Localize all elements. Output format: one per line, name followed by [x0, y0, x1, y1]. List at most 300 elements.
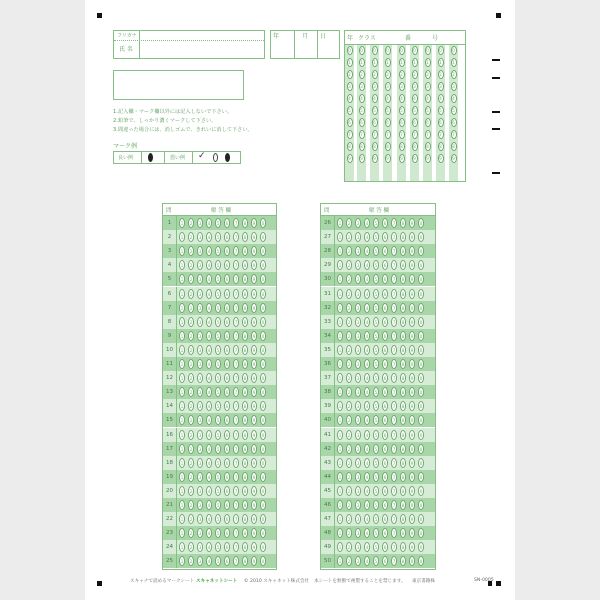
id-digit-bubble[interactable]: 2: [413, 72, 416, 77]
id-digit-bubble[interactable]: 1: [360, 60, 363, 65]
answer-bubble[interactable]: 8: [242, 303, 248, 313]
answer-bubble[interactable]: 9: [251, 232, 257, 242]
answer-bubble[interactable]: 7: [233, 472, 239, 482]
answer-bubble[interactable]: 3: [197, 458, 203, 468]
id-digit-bubble[interactable]: 8: [413, 144, 416, 149]
answer-bubble[interactable]: 6: [382, 444, 388, 454]
answer-bubble[interactable]: 2: [188, 359, 194, 369]
answer-bubble[interactable]: 3: [355, 331, 361, 341]
answer-bubble[interactable]: 5: [373, 359, 379, 369]
answer-bubble[interactable]: 8: [242, 472, 248, 482]
answer-bubble[interactable]: 4: [206, 542, 212, 552]
answer-bubble[interactable]: 0: [260, 514, 266, 524]
answer-bubble[interactable]: 6: [224, 472, 230, 482]
answer-bubble[interactable]: 2: [188, 331, 194, 341]
id-digit-bubble[interactable]: 6: [413, 120, 416, 125]
answer-bubble[interactable]: 8: [242, 232, 248, 242]
answer-bubble[interactable]: 3: [355, 387, 361, 397]
answer-bubble[interactable]: 1: [179, 528, 185, 538]
id-digit-bubble[interactable]: 4: [348, 96, 351, 101]
answer-bubble[interactable]: 9: [409, 303, 415, 313]
answer-bubble[interactable]: 3: [355, 274, 361, 284]
id-digit-bubble[interactable]: 4: [360, 96, 363, 101]
answer-bubble[interactable]: 8: [242, 260, 248, 270]
id-digit-bubble[interactable]: 3: [426, 84, 429, 89]
answer-bubble[interactable]: 4: [206, 387, 212, 397]
answer-bubble[interactable]: 5: [373, 373, 379, 383]
answer-bubble[interactable]: 0: [418, 528, 424, 538]
id-digit-bubble[interactable]: 5: [348, 108, 351, 113]
id-digit-bubble[interactable]: 4: [400, 96, 403, 101]
answer-bubble[interactable]: 7: [233, 331, 239, 341]
answer-bubble[interactable]: 2: [346, 289, 352, 299]
answer-bubble[interactable]: 3: [197, 514, 203, 524]
id-digit-bubble[interactable]: 7: [413, 132, 416, 137]
id-digit-bubble[interactable]: 3: [413, 84, 416, 89]
answer-bubble[interactable]: 5: [373, 542, 379, 552]
id-digit-bubble[interactable]: 2: [439, 72, 442, 77]
answer-bubble[interactable]: 8: [400, 458, 406, 468]
answer-bubble[interactable]: 5: [215, 387, 221, 397]
id-digit-bubble[interactable]: 5: [439, 108, 442, 113]
answer-bubble[interactable]: 4: [364, 373, 370, 383]
answer-bubble[interactable]: 7: [391, 514, 397, 524]
answer-bubble[interactable]: 3: [197, 486, 203, 496]
answer-bubble[interactable]: 3: [355, 458, 361, 468]
answer-bubble[interactable]: 9: [409, 246, 415, 256]
answer-bubble[interactable]: 0: [260, 486, 266, 496]
answer-bubble[interactable]: 8: [242, 289, 248, 299]
answer-bubble[interactable]: 5: [215, 246, 221, 256]
answer-bubble[interactable]: 0: [260, 373, 266, 383]
answer-bubble[interactable]: 1: [179, 260, 185, 270]
answer-bubble[interactable]: 0: [260, 289, 266, 299]
answer-bubble[interactable]: 4: [364, 444, 370, 454]
answer-bubble[interactable]: 7: [233, 317, 239, 327]
answer-bubble[interactable]: 0: [260, 274, 266, 284]
answer-bubble[interactable]: 7: [233, 430, 239, 440]
answer-bubble[interactable]: 3: [197, 345, 203, 355]
answer-bubble[interactable]: 5: [215, 415, 221, 425]
answer-bubble[interactable]: 9: [409, 528, 415, 538]
answer-bubble[interactable]: 4: [364, 303, 370, 313]
answer-bubble[interactable]: 6: [382, 458, 388, 468]
answer-bubble[interactable]: 8: [242, 317, 248, 327]
answer-bubble[interactable]: 5: [215, 260, 221, 270]
answer-bubble[interactable]: 2: [188, 528, 194, 538]
answer-bubble[interactable]: 8: [242, 218, 248, 228]
answer-bubble[interactable]: 3: [355, 486, 361, 496]
answer-bubble[interactable]: 4: [206, 359, 212, 369]
id-digit-bubble[interactable]: 5: [360, 108, 363, 113]
id-digit-bubble[interactable]: 6: [426, 120, 429, 125]
answer-bubble[interactable]: 2: [346, 331, 352, 341]
answer-bubble[interactable]: 5: [373, 274, 379, 284]
answer-bubble[interactable]: 5: [373, 430, 379, 440]
answer-bubble[interactable]: 9: [409, 359, 415, 369]
id-digit-bubble[interactable]: 5: [373, 108, 376, 113]
answer-bubble[interactable]: 7: [391, 260, 397, 270]
answer-bubble[interactable]: 9: [251, 289, 257, 299]
answer-bubble[interactable]: 8: [242, 528, 248, 538]
answer-bubble[interactable]: 5: [215, 472, 221, 482]
answer-bubble[interactable]: 8: [400, 218, 406, 228]
id-digit-bubble[interactable]: 9: [452, 156, 455, 161]
answer-bubble[interactable]: 9: [251, 556, 257, 566]
answer-bubble[interactable]: 3: [355, 317, 361, 327]
answer-bubble[interactable]: 9: [251, 542, 257, 552]
id-digit-bubble[interactable]: 2: [400, 72, 403, 77]
answer-bubble[interactable]: 9: [251, 500, 257, 510]
answer-bubble[interactable]: 5: [373, 514, 379, 524]
answer-bubble[interactable]: 5: [215, 232, 221, 242]
answer-bubble[interactable]: 8: [400, 331, 406, 341]
answer-bubble[interactable]: 6: [382, 486, 388, 496]
answer-bubble[interactable]: 5: [215, 486, 221, 496]
answer-bubble[interactable]: 0: [260, 387, 266, 397]
answer-bubble[interactable]: 6: [224, 387, 230, 397]
answer-bubble[interactable]: 4: [206, 514, 212, 524]
id-digit-bubble[interactable]: 3: [373, 84, 376, 89]
id-digit-bubble[interactable]: 7: [426, 132, 429, 137]
answer-bubble[interactable]: 4: [364, 218, 370, 228]
answer-bubble[interactable]: 2: [188, 260, 194, 270]
answer-bubble[interactable]: 1: [179, 401, 185, 411]
id-digit-bubble[interactable]: 2: [452, 72, 455, 77]
answer-bubble[interactable]: 0: [418, 218, 424, 228]
id-digit-bubble[interactable]: 5: [426, 108, 429, 113]
id-digit-bubble[interactable]: 5: [386, 108, 389, 113]
answer-bubble[interactable]: 0: [260, 528, 266, 538]
id-digit-bubble[interactable]: 4: [452, 96, 455, 101]
answer-bubble[interactable]: 8: [400, 401, 406, 411]
answer-bubble[interactable]: 3: [355, 500, 361, 510]
answer-bubble[interactable]: 6: [382, 528, 388, 538]
id-digit-bubble[interactable]: 0: [413, 48, 416, 53]
id-digit-bubble[interactable]: 8: [348, 144, 351, 149]
answer-bubble[interactable]: 1: [337, 528, 343, 538]
answer-bubble[interactable]: 2: [346, 444, 352, 454]
answer-bubble[interactable]: 8: [242, 486, 248, 496]
answer-bubble[interactable]: 2: [346, 415, 352, 425]
answer-bubble[interactable]: 3: [197, 415, 203, 425]
answer-bubble[interactable]: 4: [364, 415, 370, 425]
answer-bubble[interactable]: 7: [233, 274, 239, 284]
answer-bubble[interactable]: 0: [418, 260, 424, 270]
answer-bubble[interactable]: 7: [391, 387, 397, 397]
answer-bubble[interactable]: 9: [251, 472, 257, 482]
id-digit-bubble[interactable]: 6: [373, 120, 376, 125]
answer-bubble[interactable]: 3: [197, 359, 203, 369]
id-digit-bubble[interactable]: 1: [439, 60, 442, 65]
answer-bubble[interactable]: 7: [233, 359, 239, 369]
answer-bubble[interactable]: 5: [215, 359, 221, 369]
answer-bubble[interactable]: 4: [206, 274, 212, 284]
answer-bubble[interactable]: 6: [224, 401, 230, 411]
answer-bubble[interactable]: 6: [382, 387, 388, 397]
answer-bubble[interactable]: 1: [337, 359, 343, 369]
answer-bubble[interactable]: 9: [251, 359, 257, 369]
answer-bubble[interactable]: 9: [251, 373, 257, 383]
answer-bubble[interactable]: 1: [337, 232, 343, 242]
answer-bubble[interactable]: 2: [346, 500, 352, 510]
answer-bubble[interactable]: 5: [373, 317, 379, 327]
answer-bubble[interactable]: 9: [251, 317, 257, 327]
answer-bubble[interactable]: 3: [197, 472, 203, 482]
id-digit-bubble[interactable]: 5: [400, 108, 403, 113]
answer-bubble[interactable]: 7: [233, 458, 239, 468]
answer-bubble[interactable]: 4: [206, 500, 212, 510]
answer-bubble[interactable]: 1: [337, 556, 343, 566]
answer-bubble[interactable]: 1: [179, 331, 185, 341]
answer-bubble[interactable]: 3: [355, 528, 361, 538]
id-digit-bubble[interactable]: 3: [360, 84, 363, 89]
answer-bubble[interactable]: 8: [400, 430, 406, 440]
answer-bubble[interactable]: 4: [364, 486, 370, 496]
id-digit-bubble[interactable]: 6: [439, 120, 442, 125]
answer-bubble[interactable]: 6: [382, 500, 388, 510]
answer-bubble[interactable]: 7: [233, 218, 239, 228]
answer-bubble[interactable]: 6: [224, 500, 230, 510]
answer-bubble[interactable]: 5: [215, 274, 221, 284]
id-digit-bubble[interactable]: 8: [386, 144, 389, 149]
answer-bubble[interactable]: 4: [206, 331, 212, 341]
answer-bubble[interactable]: 8: [400, 444, 406, 454]
answer-bubble[interactable]: 1: [179, 289, 185, 299]
answer-bubble[interactable]: 8: [400, 246, 406, 256]
answer-bubble[interactable]: 2: [346, 274, 352, 284]
answer-bubble[interactable]: 6: [224, 232, 230, 242]
answer-bubble[interactable]: 1: [179, 218, 185, 228]
answer-bubble[interactable]: 6: [382, 345, 388, 355]
answer-bubble[interactable]: 8: [400, 514, 406, 524]
answer-bubble[interactable]: 1: [337, 274, 343, 284]
answer-bubble[interactable]: 3: [197, 430, 203, 440]
answer-bubble[interactable]: 1: [179, 387, 185, 397]
id-digit-bubble[interactable]: 0: [439, 48, 442, 53]
answer-bubble[interactable]: 6: [382, 359, 388, 369]
answer-bubble[interactable]: 8: [400, 289, 406, 299]
answer-bubble[interactable]: 1: [179, 486, 185, 496]
answer-bubble[interactable]: 0: [418, 246, 424, 256]
answer-bubble[interactable]: 6: [224, 345, 230, 355]
answer-bubble[interactable]: 2: [188, 542, 194, 552]
answer-bubble[interactable]: 0: [418, 472, 424, 482]
answer-bubble[interactable]: 3: [197, 542, 203, 552]
answer-bubble[interactable]: 6: [224, 260, 230, 270]
answer-bubble[interactable]: 7: [391, 444, 397, 454]
answer-bubble[interactable]: 9: [409, 415, 415, 425]
answer-bubble[interactable]: 4: [206, 373, 212, 383]
answer-bubble[interactable]: 6: [224, 542, 230, 552]
answer-bubble[interactable]: 9: [409, 289, 415, 299]
answer-bubble[interactable]: 7: [391, 472, 397, 482]
answer-bubble[interactable]: 8: [242, 500, 248, 510]
answer-bubble[interactable]: 2: [346, 373, 352, 383]
answer-bubble[interactable]: 1: [337, 415, 343, 425]
answer-bubble[interactable]: 3: [355, 345, 361, 355]
id-digit-bubble[interactable]: 7: [452, 132, 455, 137]
answer-bubble[interactable]: 9: [409, 331, 415, 341]
answer-bubble[interactable]: 6: [224, 317, 230, 327]
answer-bubble[interactable]: 5: [373, 303, 379, 313]
answer-bubble[interactable]: 4: [206, 401, 212, 411]
answer-bubble[interactable]: 2: [188, 289, 194, 299]
answer-bubble[interactable]: 3: [355, 373, 361, 383]
answer-bubble[interactable]: 1: [337, 472, 343, 482]
answer-bubble[interactable]: 0: [260, 246, 266, 256]
answer-bubble[interactable]: 2: [346, 472, 352, 482]
answer-bubble[interactable]: 9: [251, 260, 257, 270]
answer-bubble[interactable]: 2: [346, 387, 352, 397]
answer-bubble[interactable]: 7: [391, 345, 397, 355]
answer-bubble[interactable]: 8: [242, 514, 248, 524]
answer-bubble[interactable]: 8: [400, 232, 406, 242]
answer-bubble[interactable]: 7: [391, 542, 397, 552]
answer-bubble[interactable]: 8: [400, 260, 406, 270]
answer-bubble[interactable]: 4: [206, 289, 212, 299]
answer-bubble[interactable]: 9: [251, 345, 257, 355]
answer-bubble[interactable]: 7: [391, 430, 397, 440]
id-digit-bubble[interactable]: 6: [400, 120, 403, 125]
answer-bubble[interactable]: 1: [337, 387, 343, 397]
answer-bubble[interactable]: 8: [400, 528, 406, 538]
answer-bubble[interactable]: 0: [418, 373, 424, 383]
answer-bubble[interactable]: 6: [382, 232, 388, 242]
answer-bubble[interactable]: 7: [391, 274, 397, 284]
answer-bubble[interactable]: 4: [364, 345, 370, 355]
answer-bubble[interactable]: 2: [188, 246, 194, 256]
answer-bubble[interactable]: 6: [382, 556, 388, 566]
blank-entry-box[interactable]: [113, 70, 244, 100]
answer-bubble[interactable]: 0: [260, 218, 266, 228]
id-digit-bubble[interactable]: 0: [400, 48, 403, 53]
answer-bubble[interactable]: 3: [355, 289, 361, 299]
answer-bubble[interactable]: 3: [197, 528, 203, 538]
id-digit-bubble[interactable]: 7: [400, 132, 403, 137]
answer-bubble[interactable]: 6: [382, 415, 388, 425]
answer-bubble[interactable]: 5: [373, 415, 379, 425]
answer-bubble[interactable]: 4: [364, 331, 370, 341]
answer-bubble[interactable]: 1: [337, 373, 343, 383]
answer-bubble[interactable]: 4: [364, 274, 370, 284]
answer-bubble[interactable]: 1: [179, 472, 185, 482]
id-digit-bubble[interactable]: 7: [373, 132, 376, 137]
answer-bubble[interactable]: 4: [364, 359, 370, 369]
answer-bubble[interactable]: 4: [364, 387, 370, 397]
id-digit-bubble[interactable]: 5: [452, 108, 455, 113]
answer-bubble[interactable]: 0: [418, 303, 424, 313]
id-digit-bubble[interactable]: 6: [360, 120, 363, 125]
answer-bubble[interactable]: 4: [206, 218, 212, 228]
answer-bubble[interactable]: 7: [391, 401, 397, 411]
answer-bubble[interactable]: 1: [337, 246, 343, 256]
answer-bubble[interactable]: 1: [337, 514, 343, 524]
answer-bubble[interactable]: 2: [346, 514, 352, 524]
id-digit-bubble[interactable]: 7: [360, 132, 363, 137]
id-digit-bubble[interactable]: 2: [360, 72, 363, 77]
answer-bubble[interactable]: 2: [188, 472, 194, 482]
answer-bubble[interactable]: 4: [206, 472, 212, 482]
answer-bubble[interactable]: 9: [251, 218, 257, 228]
answer-bubble[interactable]: 8: [400, 317, 406, 327]
answer-bubble[interactable]: 5: [373, 472, 379, 482]
answer-bubble[interactable]: 1: [179, 246, 185, 256]
id-digit-bubble[interactable]: 1: [373, 60, 376, 65]
answer-bubble[interactable]: 2: [188, 486, 194, 496]
id-digit-bubble[interactable]: 4: [413, 96, 416, 101]
answer-bubble[interactable]: 1: [179, 556, 185, 566]
answer-bubble[interactable]: 0: [418, 317, 424, 327]
answer-bubble[interactable]: 4: [364, 528, 370, 538]
answer-bubble[interactable]: 3: [355, 232, 361, 242]
answer-bubble[interactable]: 6: [224, 274, 230, 284]
answer-bubble[interactable]: 8: [242, 331, 248, 341]
answer-bubble[interactable]: 8: [242, 274, 248, 284]
answer-bubble[interactable]: 4: [364, 401, 370, 411]
answer-bubble[interactable]: 6: [382, 317, 388, 327]
answer-bubble[interactable]: 7: [391, 331, 397, 341]
answer-bubble[interactable]: 8: [242, 415, 248, 425]
answer-bubble[interactable]: 3: [355, 444, 361, 454]
answer-bubble[interactable]: 2: [188, 500, 194, 510]
answer-bubble[interactable]: 5: [373, 486, 379, 496]
answer-bubble[interactable]: 1: [337, 500, 343, 510]
answer-bubble[interactable]: 7: [233, 556, 239, 566]
answer-bubble[interactable]: 8: [400, 472, 406, 482]
answer-bubble[interactable]: 7: [391, 246, 397, 256]
answer-bubble[interactable]: 8: [242, 542, 248, 552]
answer-bubble[interactable]: 9: [409, 556, 415, 566]
answer-bubble[interactable]: 7: [391, 317, 397, 327]
id-digit-bubble[interactable]: 0: [386, 48, 389, 53]
answer-bubble[interactable]: 0: [260, 472, 266, 482]
answer-bubble[interactable]: 2: [188, 444, 194, 454]
answer-bubble[interactable]: 9: [251, 458, 257, 468]
answer-bubble[interactable]: 9: [409, 401, 415, 411]
answer-bubble[interactable]: 2: [188, 274, 194, 284]
answer-bubble[interactable]: 8: [400, 500, 406, 510]
answer-bubble[interactable]: 4: [364, 260, 370, 270]
answer-bubble[interactable]: 6: [224, 528, 230, 538]
id-digit-bubble[interactable]: 2: [373, 72, 376, 77]
id-digit-bubble[interactable]: 1: [426, 60, 429, 65]
answer-bubble[interactable]: 6: [382, 401, 388, 411]
answer-bubble[interactable]: 4: [364, 246, 370, 256]
answer-bubble[interactable]: 4: [364, 514, 370, 524]
answer-bubble[interactable]: 1: [337, 331, 343, 341]
answer-bubble[interactable]: 8: [242, 246, 248, 256]
answer-bubble[interactable]: 0: [260, 359, 266, 369]
answer-bubble[interactable]: 7: [233, 246, 239, 256]
id-digit-bubble[interactable]: 8: [360, 144, 363, 149]
answer-bubble[interactable]: 7: [391, 289, 397, 299]
answer-bubble[interactable]: 8: [242, 359, 248, 369]
id-digit-bubble[interactable]: 1: [386, 60, 389, 65]
answer-bubble[interactable]: 9: [251, 430, 257, 440]
answer-bubble[interactable]: 1: [337, 458, 343, 468]
answer-bubble[interactable]: 5: [373, 289, 379, 299]
answer-bubble[interactable]: 7: [391, 373, 397, 383]
answer-bubble[interactable]: 2: [188, 317, 194, 327]
answer-bubble[interactable]: 9: [409, 317, 415, 327]
id-digit-bubble[interactable]: 8: [426, 144, 429, 149]
answer-bubble[interactable]: 2: [346, 458, 352, 468]
answer-bubble[interactable]: 1: [179, 514, 185, 524]
answer-bubble[interactable]: 3: [355, 415, 361, 425]
answer-bubble[interactable]: 7: [233, 232, 239, 242]
answer-bubble[interactable]: 7: [391, 232, 397, 242]
